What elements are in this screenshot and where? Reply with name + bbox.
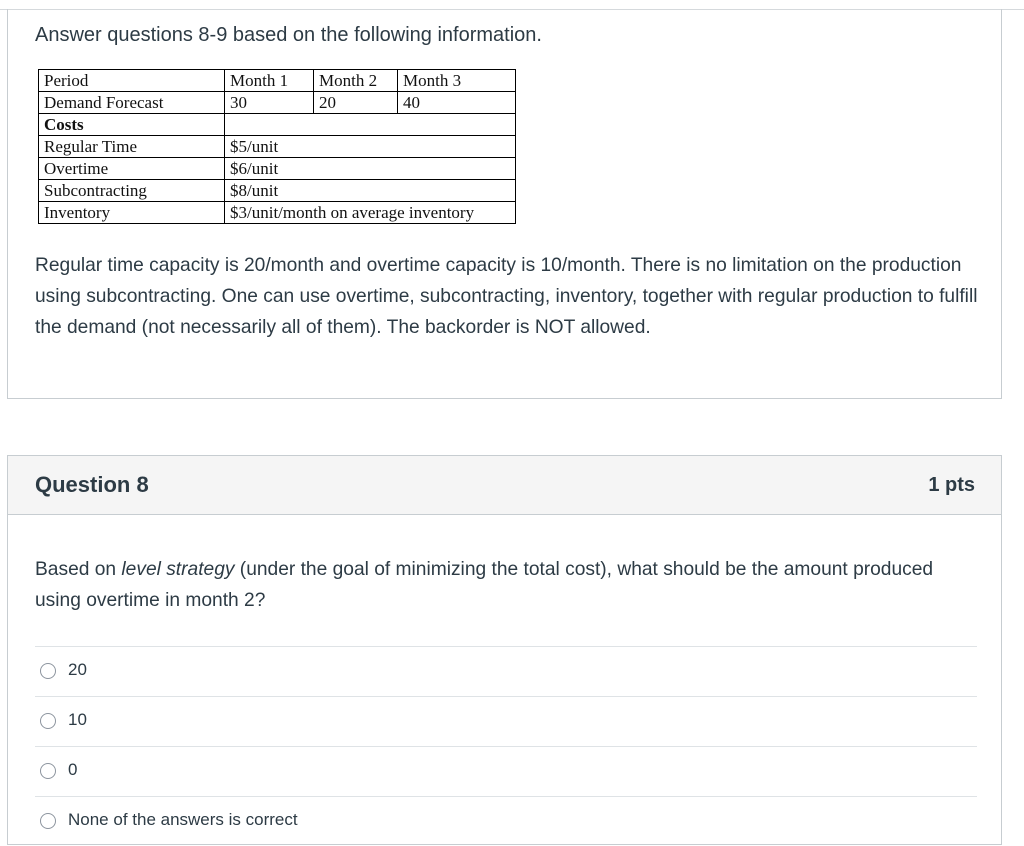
table-cell: $5/unit	[225, 136, 516, 158]
table-row	[39, 202, 516, 224]
table-cell: Regular Time	[39, 136, 225, 158]
answer-list	[35, 646, 977, 846]
table-cell: 20	[314, 92, 398, 114]
table-row	[39, 70, 516, 92]
radio-button[interactable]	[40, 663, 56, 679]
answer-label[interactable]: 10	[68, 710, 87, 729]
radio-button[interactable]	[40, 763, 56, 779]
info-paragraph: Regular time capacity is 20/month and overtime capacity is 10/month. There is no limitation on the production using subcontracting. One can use overtime, subcontracting, inventory, together with regular production to fulfill the demand (not necessarily all of them). The backorder is NOT allowed.	[35, 255, 978, 338]
table-row	[39, 136, 516, 158]
radio-button[interactable]	[40, 813, 56, 829]
question-block	[7, 455, 1002, 845]
table-row	[39, 180, 516, 202]
table-cell: Period	[39, 70, 225, 92]
info-heading: Answer questions 8-9 based on the following information.	[35, 24, 542, 46]
question-title: Question 8	[35, 472, 149, 497]
answer-label[interactable]: None of the answers is correct	[68, 810, 298, 829]
table-cell: Subcontracting	[39, 180, 225, 202]
table-cell: Month 3	[398, 70, 516, 92]
table-cell: 30	[225, 92, 314, 114]
table-cell: $6/unit	[225, 158, 516, 180]
answer-option-10[interactable]	[35, 696, 977, 746]
question-points: 1 pts	[928, 474, 975, 496]
question-header	[8, 456, 1001, 515]
table-cell: Month 1	[225, 70, 314, 92]
answer-option-20[interactable]	[35, 646, 977, 696]
question-text-part: (under the goal of minimizing the total cost), what should be the amount produced using overtime in month 2?	[35, 559, 934, 611]
answer-label[interactable]: 0	[68, 760, 78, 779]
table-row	[39, 92, 516, 114]
answer-option-0[interactable]	[35, 746, 977, 796]
table-cell: $3/unit/month on average inventory	[225, 202, 516, 224]
table-cell: $8/unit	[225, 180, 516, 202]
table-cell: Inventory	[39, 202, 225, 224]
answer-label[interactable]: 20	[68, 660, 87, 679]
question-text-part: Based on	[35, 559, 122, 580]
table-cell: Month 2	[314, 70, 398, 92]
table-cell: Overtime	[39, 158, 225, 180]
table-cell: Costs	[39, 114, 225, 136]
table-row	[39, 158, 516, 180]
cost-table	[38, 69, 516, 224]
radio-button[interactable]	[40, 713, 56, 729]
table-row	[39, 114, 516, 136]
table-cell	[225, 114, 516, 136]
table-cell: Demand Forecast	[39, 92, 225, 114]
table-cell: 40	[398, 92, 516, 114]
answer-option-none[interactable]	[35, 796, 977, 846]
question-text-emphasis: level strategy	[121, 559, 235, 580]
question-text	[35, 554, 980, 616]
